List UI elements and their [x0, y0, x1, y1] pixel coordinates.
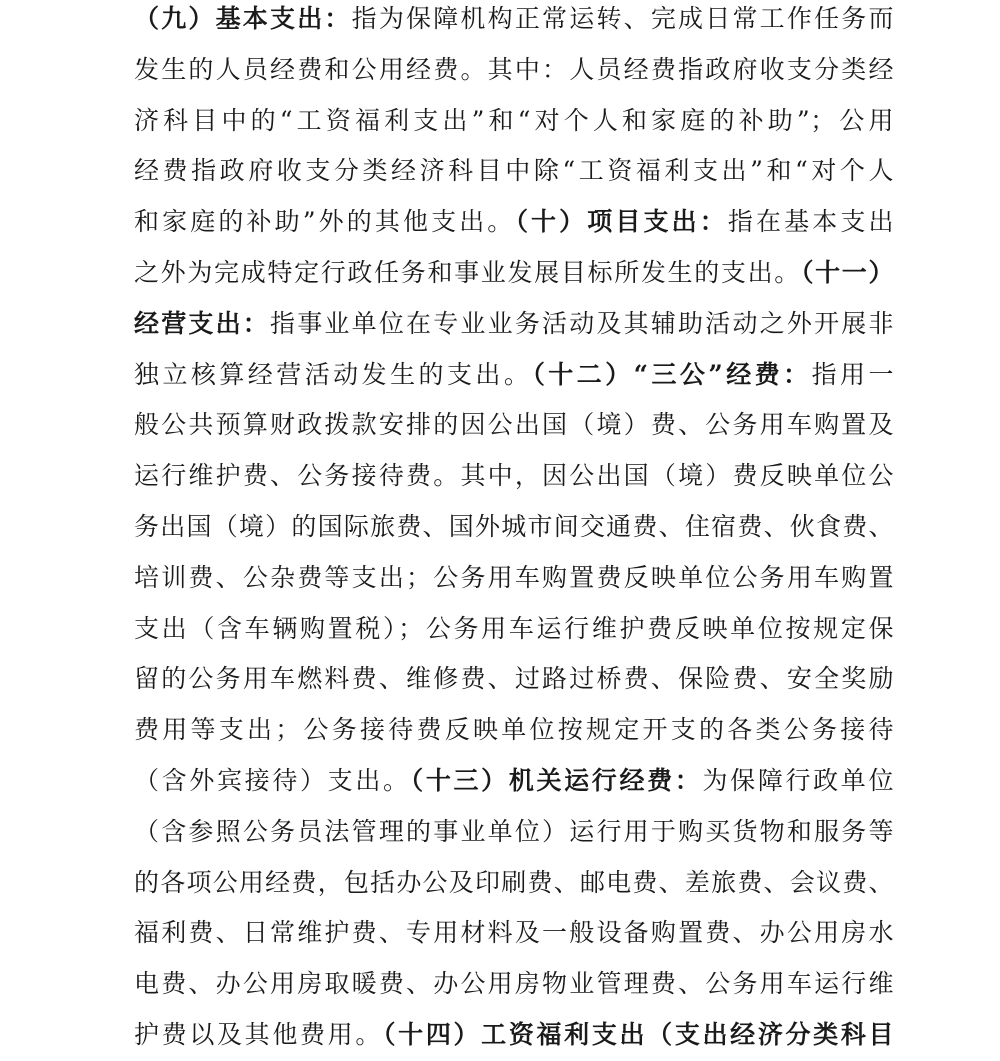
body-text-segment: 支出（含车辆购置税）；公务用车运行维护费反映单位按规定保	[134, 613, 894, 643]
text-line	[134, 248, 894, 299]
body-text-segment: 经费指政府收支分类经济科目中除“工资福利支出”和“对个人	[134, 156, 894, 186]
body-text-segment: 为保障行政单位	[702, 765, 894, 795]
text-line	[134, 350, 894, 401]
text-line	[134, 502, 894, 553]
text-line	[134, 807, 894, 858]
text-line	[134, 705, 894, 756]
body-text-segment: 指用一	[811, 359, 894, 389]
text-line	[134, 96, 894, 147]
body-text-segment: 般公共预算财政拨款安排的因公出国（境）费、公务用车购置及	[134, 410, 894, 440]
text-line	[134, 400, 894, 451]
bold-heading-segment: （十一）	[800, 257, 894, 287]
bold-heading-segment: （十）项目支出：	[515, 207, 728, 237]
text-line	[134, 146, 894, 197]
body-text-segment: 和家庭的补助”外的其他支出。	[134, 207, 516, 237]
body-text-segment: （含外宾接待）支出。	[134, 765, 411, 795]
body-text-segment: 独立核算经营活动发生的支出。	[134, 359, 533, 389]
text-line	[134, 908, 894, 959]
text-line	[134, 858, 894, 909]
body-text-segment: 培训费、公杂费等支出；公务用车购置费反映单位公务用车购置	[134, 562, 894, 592]
body-text-segment: 发生的人员经费和公用经费。其中：人员经费指政府收支分类经	[134, 54, 894, 84]
body-text-segment: 务出国（境）的国际旅费、国外城市间交通费、住宿费、伙食费、	[134, 511, 894, 541]
body-text-segment: 的各项公用经费，包括办公及印刷费、邮电费、差旅费、会议费、	[134, 867, 894, 897]
text-line	[134, 654, 894, 705]
text-line	[134, 959, 894, 1010]
text-line	[134, 299, 894, 350]
body-text-segment: 指为保障机构正常运转、完成日常工作任务而	[351, 4, 894, 33]
body-text-segment: （含参照公务员法管理的事业单位）运行用于购买货物和服务等	[134, 816, 894, 846]
body-text-segment: 之外为完成特定行政任务和事业发展目标所发生的支出。	[134, 257, 801, 287]
text-line	[134, 604, 894, 655]
body-text-segment: 指在基本支出	[727, 207, 894, 237]
bold-heading-segment: （九）基本支出：	[134, 4, 352, 33]
bold-heading-segment: 经营支出：	[134, 308, 271, 338]
text-line	[134, 756, 894, 807]
text-line	[134, 0, 894, 45]
bold-heading-segment: （十二）“三公”经费：	[532, 359, 812, 389]
text-line	[134, 451, 894, 502]
body-text-segment: 电费、办公用房取暖费、办公用房物业管理费、公务用车运行维	[134, 969, 894, 999]
body-text-segment: 运行维护费、公务接待费。其中，因公出国（境）费反映单位公	[134, 461, 894, 491]
body-text-segment: 福利费、日常维护费、专用材料及一般设备购置费、办公用房水	[134, 918, 894, 948]
body-text-segment: 济科目中的“工资福利支出”和“对个人和家庭的补助”；公用	[134, 105, 894, 135]
body-text-segment: 留的公务用车燃料费、维修费、过路过桥费、保险费、安全奖励	[134, 664, 894, 694]
text-line	[134, 1010, 894, 1061]
body-text-segment: 费用等支出；公务接待费反映单位按规定开支的各类公务接待	[134, 715, 894, 745]
body-text-segment: 护费以及其他费用。	[134, 1019, 383, 1049]
bold-heading-segment: （十三）机关运行经费：	[410, 765, 703, 795]
bold-heading-segment: （十四）工资福利支出（支出经济分类科目	[383, 1019, 894, 1049]
document-body-text	[134, 0, 894, 1061]
text-line	[134, 553, 894, 604]
body-text-segment: 指事业单位在专业业务活动及其辅助活动之外开展非	[270, 308, 894, 338]
text-line	[134, 45, 894, 96]
text-line	[134, 197, 894, 248]
